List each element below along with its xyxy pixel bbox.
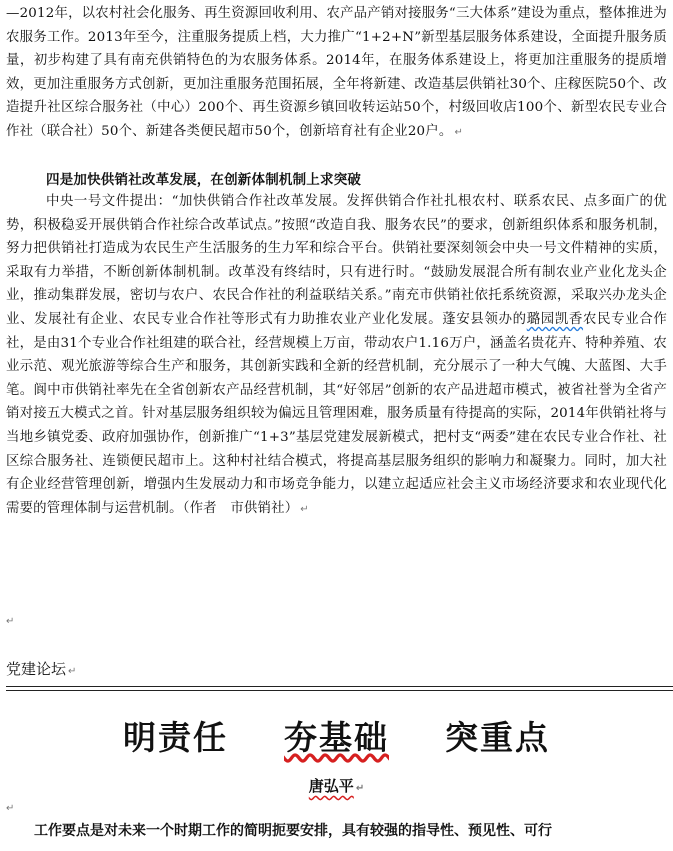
divider-line <box>6 690 673 691</box>
empty-paragraph-mark: ↵ <box>6 803 15 814</box>
spellcheck-marked-text: 璐园凯香 <box>526 311 584 327</box>
title-part-3: 突重点 <box>445 718 550 757</box>
title-part-1: 明责任 <box>123 718 228 757</box>
title-part-2: 夯基础 <box>284 718 389 757</box>
section-heading: 四是加快供销社改革发展，在创新体制机制上求突破 <box>46 172 362 188</box>
empty-paragraph-mark: ↵ <box>6 616 15 627</box>
paragraph-mark: ↵ <box>68 666 77 677</box>
paragraph-service-system <box>6 2 667 145</box>
paragraph-work-points: 工作要点是对未来一个时期工作的简明扼要安排，具有较强的指导性、预见性、可行 <box>34 823 552 839</box>
article-author <box>0 775 673 796</box>
paragraph-text-a: 中央一号文件提出：“加快供销合作社改革发展。发挥供销合作社扎根农村、联系农民、点多面广的优势，积极稳妥开展供销合作社综合改革试点。”按照“改造自我、服务农民”的要求，创新组织体系和服务机制，努力把供销社打造成为农民生产生活服务的生力军和综合平台。供销社要深刻领会中央一号文件精神的实质，采取有力举措，不断创新体制机制。改革没有终结时，只有进行时。“鼓励发展混合所有制农业产业化龙头企业，推动集群发展，密切与农户、农民合作社的利益联结关系。”南充市供销社依托系统资源，采取兴办龙头企业、发展社有企业、农民专业合作社等形式有力助推农业产业化发展。蓬安县领办的 <box>6 194 667 327</box>
paragraph-text-b: 农民专业合作社，是由31个专业合作社组建的联合社，经营规模上万亩，带动农户1.16万户，涵盖名贵花卉、特种养殖、农业示范、观光旅游等综合生产和服务，其创新实践和全新的经营机制，充分展示了一种大气魄、大蓝图、大手笔。阆中市供销社率先在全省创新农产品经营机制，其“好邻居”创新的农产品进超市模式，被省社誉为全省产销对接五大模式之首。针对基层服务组织较为偏远且管理困难，服务质量有待提高的实际，2014年供销社将与当地乡镇党委、政府加强协作，创新推广“1+3”基层党建发展新模式，把村支“两委”建在农民专业合作社、社区综合服务社、连锁便民超市上。这种村社结合模式，将提高基层服务组织的影响力和凝聚力。同时，加大社有企业经营管理创新，增强内生发展动力和市场竞争能力，以建立起适应社会主义市场经济要求和农业现代化需要的管理体制与运营机制。（作者 市供销社） <box>6 311 667 516</box>
paragraph-reform <box>6 190 667 521</box>
paragraph-mark: ↵ <box>454 126 464 138</box>
article-title <box>0 712 673 759</box>
paragraph-text: —2012年，以农村社会化服务、再生资源回收利用、农产品产销对接服务“三大体系”建设为重点，整体推进为农服务工作。2013年至今，注重服务提质上档，大力推广“1+2+N”新型基层服务体系建设，全面提升服务质量，初步构建了具有南充供销特色的为农服务体系。2014年，在服务体系建设上，将更加注重服务的提质增效，更加注重服务方式创新，更加注重服务范围拓展，全年将新建、改造基层供销社30个、庄稼医院50个、改造提升社区综合服务社（中心）200个、再生资源乡镇回收转运站50个，村级回收店100个、新型农民专业合作社（联合社）50个、新建各类便民超市50个，创新培育社有企业20户。 <box>6 6 667 139</box>
author-name: 唐弘平 <box>308 777 354 795</box>
paragraph-mark: ↵ <box>300 503 309 515</box>
column-label-text: 党建论坛 <box>6 660 67 678</box>
divider-line <box>6 686 673 687</box>
column-label <box>6 658 76 679</box>
paragraph-mark: ↵ <box>355 783 365 794</box>
